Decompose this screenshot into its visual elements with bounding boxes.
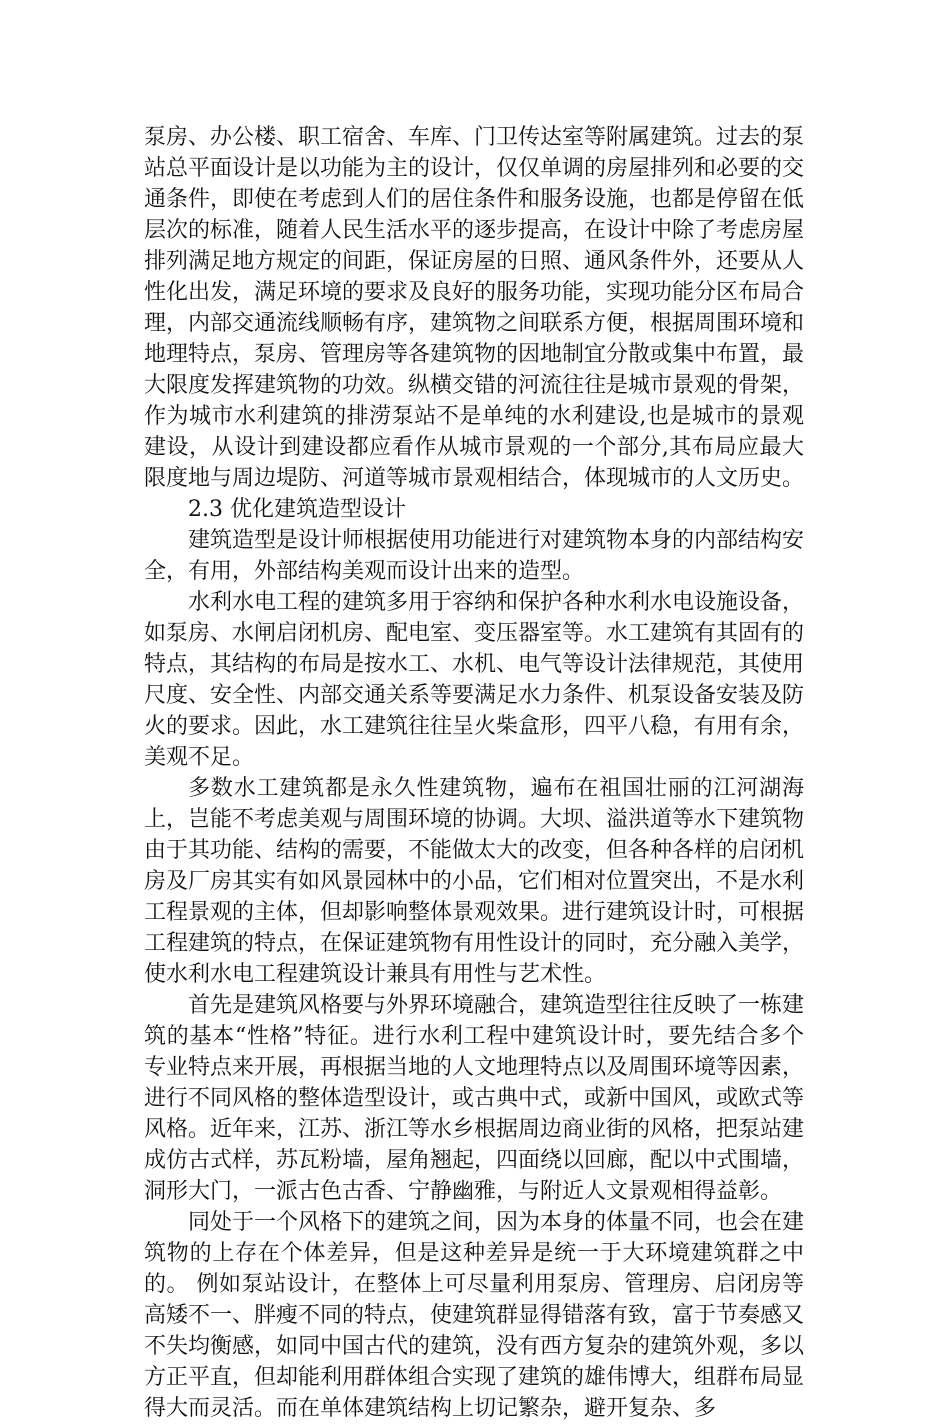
document-body bbox=[144, 122, 804, 1424]
paragraph-architectural-style: 首先是建筑风格要与外界环境融合，建筑造型往往反映了一栋建筑的基本“性格”特征。进行水利工程中建筑设计时，要先结合多个专业特点来开展，再根据当地的人文地理特点以及周围环境等因素，进行不同风格的整体造型设计，或古典中式，或新中国风，或欧式等风格。近年来，江苏、浙江等水乡根据周边商业街的风格，把泵站建成仿古式样，苏瓦粉墙，屋角翘起，四面绕以回廊，配以中式围墙，洞形大门，一派古色古香、宁静幽雅，与附近人文景观相得益彰。 bbox=[144, 993, 805, 1204]
paragraph-site-layout: 泵房、办公楼、职工宿舍、车库、门卫传达室等附属建筑。过去的泵站总平面设计是以功能为主的设计，仅仅单调的房屋排列和必要的交通条件，即使在考虑到人们的居住条件和服务设施，也都是停留在低层次的标准，随着人民生活水平的逐步提高，在设计中除了考虑房屋排列满足地方规定的间距，保证房屋的日照、通风条件外，还要从人性化出发，满足环境的要求及良好的服务功能，实现功能分区布局合理，内部交通流线顺畅有序，建筑物之间联系方便，根据周围环境和地理特点，泵房、管理房等各建筑物的因地制宜分散或集中布置，最大限度发挥建筑物的功效。纵横交错的河流往往是城市景观的骨架，作为城市水利建筑的排涝泵站不是单纯的水利建设,也是城市的景观建设，从设计到建设都应看作从城市景观的一个部分,其布局应最大限度地与周边堤防、河道等城市景观相结合，体现城市的人文历史。 bbox=[144, 125, 805, 491]
paragraph-hydraulic-buildings: 水利水电工程的建筑多用于容纳和保护各种水利水电设施设备，如泵房、水闸启闭机房、配电室、变压器室等。水工建筑有其固有的特点，其结构的布局是按水工、水机、电气等设计法律规范，其使用尺度、安全性、内部交通关系等要满足水力条件、机泵设备安装及防火的要求。因此，水工建筑往往呈火柴盒形，四平八稳，有用有余，美观不足。 bbox=[144, 590, 805, 770]
section-heading-2-3: 2.3 优化建筑造型设计 bbox=[188, 497, 406, 522]
paragraph-permanent-buildings: 多数水工建筑都是永久性建筑物，遍布在祖国壮丽的江河湖海上，岂能不考虑美观与周围环境的协调。大坝、溢洪道等水下建筑物由于其功能、结构的需要，不能做太大的改变，但各种各样的启闭机房及厂房其实有如风景园林中的小品，它们相对位置突出，不是水利工程景观的主体，但却影响整体景观效果。进行建筑设计时，可根据工程建筑的特点，在保证建筑物有用性设计的同时，充分融入美学，使水利水电工程建筑设计兼具有用性与艺术性。 bbox=[144, 776, 805, 987]
paragraph-building-form-definition: 建筑造型是设计师根据使用功能进行对建筑物本身的内部结构安全，有用，外部结构美观而设计出来的造型。 bbox=[144, 528, 805, 584]
paragraph-building-group: 同处于一个风格下的建筑之间，因为本身的体量不同，也会在建筑物的上存在个体差异，但是这种差异是统一于大环境建筑群之中的。 例如泵站设计，在整体上可尽量利用泵房、管理房、启闭房等高矮不一、胖瘦不同的特点，使建筑群显得错落有致，富于节奏感又不失均衡感，如同中国古代的建筑，没有西方复杂的建筑外观，多以方正平直，但却能利用群体组合实现了建筑的雄伟博大，组群布局显得大而灵活。而在单体建筑结构上切记繁杂，避开复杂、多 bbox=[144, 1210, 805, 1421]
